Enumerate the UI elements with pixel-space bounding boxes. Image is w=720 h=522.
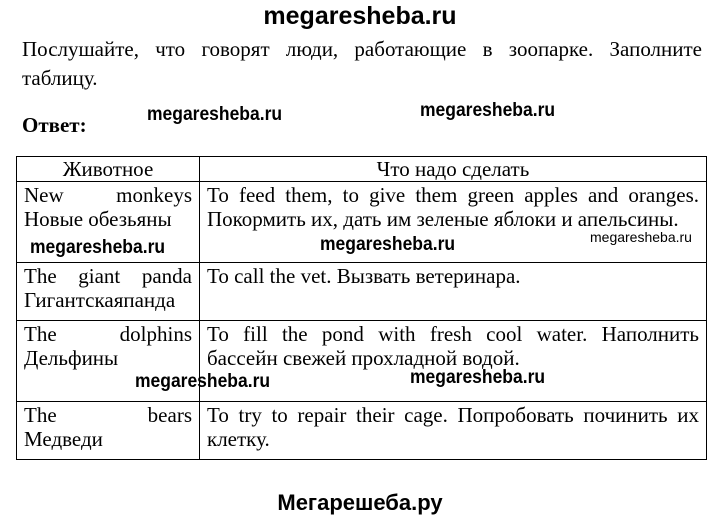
animal-cell: [17, 402, 200, 460]
watermark-text: megaresheba.ru: [410, 367, 546, 388]
watermark-text: megaresheba.ru: [147, 104, 283, 125]
animal-name-ru: Новые обезьяны: [24, 207, 172, 231]
animal-name-ru: Медведи: [24, 427, 103, 451]
column-header-todo: Что надо сделать: [200, 157, 707, 182]
animal-cell: [17, 263, 200, 321]
table-row: [17, 402, 707, 460]
footer-site-name: Мегарешеба.ру: [277, 490, 443, 515]
animal-name-en: New monkeys: [24, 183, 192, 207]
todo-cell: To call the vet. Вызвать ветеринара.: [200, 263, 707, 321]
site-header-title: megaresheba.ru: [263, 2, 457, 30]
watermark-text: megaresheba.ru: [420, 100, 556, 121]
table-row: [17, 321, 707, 402]
table-header-row: [17, 157, 707, 182]
watermark-text: megaresheba.ru: [320, 234, 456, 255]
answer-label: Ответ:: [22, 113, 87, 137]
animal-name-en: The bears: [24, 403, 192, 427]
todo-cell: To try to repair their cage. Попробовать починить их клетку.: [200, 402, 707, 460]
task-instruction: Послушайте, что говорят люди, работающие в зоопарке. Заполните таблицу.: [22, 37, 702, 90]
table-row: [17, 263, 707, 321]
animal-name-ru: Дельфины: [24, 346, 119, 370]
column-header-animal: Животное: [17, 157, 200, 182]
watermark-text: megaresheba.ru: [135, 371, 271, 392]
watermark-text: megaresheba.ru: [30, 237, 166, 258]
todo-cell: To fill the pond with fresh cool water. Наполнить бассейн свежей прохладной водой.: [200, 321, 707, 402]
animal-name-en: The giant panda: [24, 264, 192, 288]
answer-table: [16, 156, 707, 460]
animal-name-en: The dolphins: [24, 322, 192, 346]
todo-cell: To feed them, to give them green apples and oranges. Покормить их, дать им зеленые яблоки и апельсины.: [200, 182, 707, 263]
watermark-text: megaresheba.ru: [590, 229, 692, 245]
animal-name-ru: Гигантскаяпанда: [24, 288, 176, 312]
